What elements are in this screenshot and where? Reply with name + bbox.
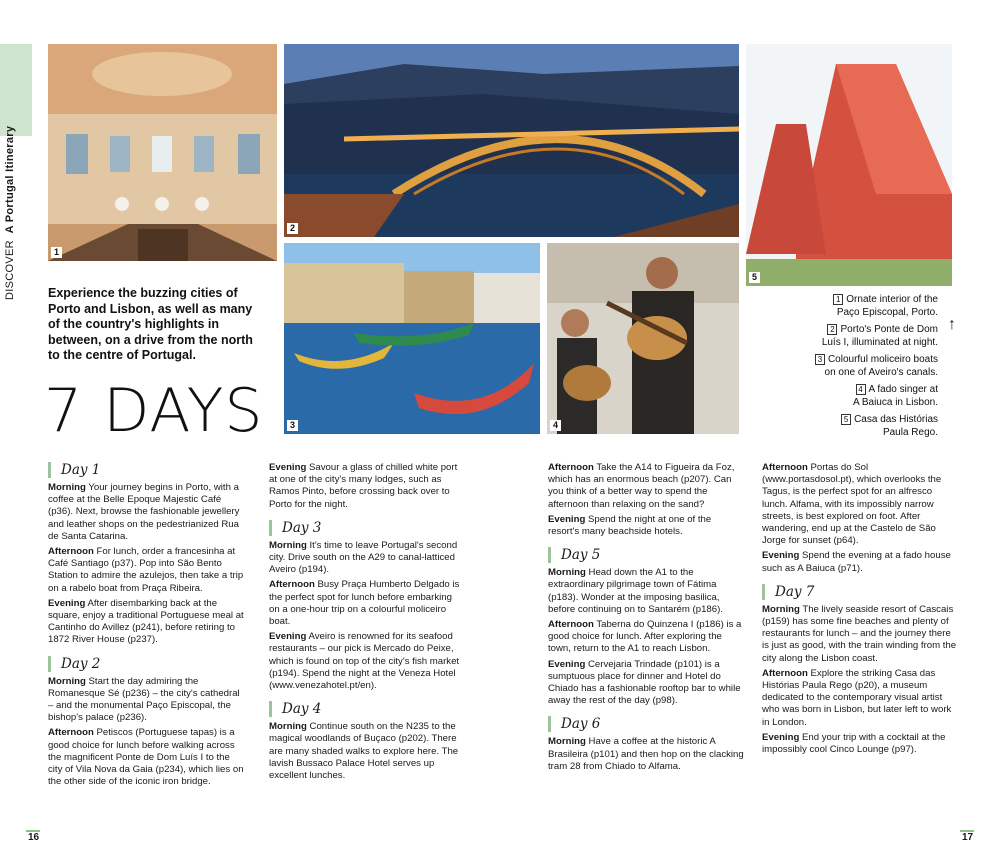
photo-number: 5	[749, 272, 760, 283]
itinerary-entry	[269, 540, 465, 577]
entry-text: Continue south on the N235 to the magical woodlands of Buçaco (p202). There are many shaded walks to explore here. The lavish Bussaco Palace Hotel serves up excellent lunches.	[269, 721, 459, 782]
caption-2	[718, 324, 938, 349]
itinerary-column-2	[269, 462, 465, 791]
entry-text: Spend the night at one of the resort's many beachside hotels.	[548, 513, 712, 538]
time-of-day-label: Evening	[548, 658, 586, 670]
itinerary-entry	[48, 727, 244, 788]
time-of-day-label: Evening	[269, 631, 307, 643]
day-group	[48, 462, 244, 647]
time-of-day-label: Evening	[548, 513, 586, 525]
time-of-day-label: Afternoon	[762, 667, 808, 679]
caption-text: Porto's Ponte de Dom	[840, 324, 938, 335]
caption-number: 1	[833, 294, 843, 305]
entry-text: Portas do Sol (www.portasdosol.pt), which overlooks the Tagus, is the perfect spot for an alfresco lunch. Alfama, with its impossibly narrow streets, is best explored on foot. After wandering, end up at the Castelo de São Jorge for sunset (p64).	[762, 462, 942, 547]
itinerary-entry	[48, 546, 244, 595]
page-number-right: 17	[962, 832, 974, 843]
time-of-day-label: Morning	[48, 675, 86, 687]
entry-text: Taberna do Quinzena I (p186) is a good choice for lunch. After exploring the town, return to the A1 to reach Lisbon.	[548, 619, 742, 655]
time-of-day-label: Evening	[269, 462, 307, 473]
entry-text: Busy Praça Humberto Delgado is the perfect spot for lunch before embarking on a one-hour trip on a colourful moliceiro boat.	[269, 579, 460, 628]
itinerary-column-3	[548, 462, 744, 782]
itinerary-entry	[548, 736, 744, 773]
day-group	[48, 656, 244, 789]
entry-text: It's time to leave Portugal's second city. Drive south on the A29 to canal-latticed Aveiro (p194).	[269, 539, 458, 576]
day-group	[762, 584, 958, 756]
itinerary-entry	[762, 732, 958, 756]
time-of-day-label: Afternoon	[48, 727, 94, 739]
time-of-day-label: Evening	[48, 597, 86, 609]
itinerary-entry	[269, 462, 465, 511]
time-of-day-label: Morning	[269, 721, 307, 733]
caption-4	[718, 384, 938, 409]
entry-text: Take the A14 to Figueira da Foz, which has an enormous beach (p207). Can you think of a better way to spend the afternoon than relaxing on the sand?	[548, 462, 735, 510]
page-title: 7 DAYS	[44, 376, 264, 446]
itinerary-column-1	[48, 462, 244, 797]
caption-text: A Baiuca in Lisbon.	[852, 396, 938, 408]
day-group	[269, 520, 465, 692]
entry-text: Explore the striking Casa das Histórias Paula Rego (p20), a museum dedicated to the contemporary visual artist who was born in Lisbon, but later left to work in London.	[762, 667, 952, 728]
section-name: DISCOVER	[4, 240, 16, 300]
day-heading: Day 5	[548, 547, 744, 563]
itinerary-entry	[48, 482, 244, 543]
day-heading: Day 6	[548, 716, 744, 732]
entry-text: Head down the A1 to the extraordinary pilgrimage town of Fátima (p183). Wonder at the imposing basilica, before continuing on to Santarém (p186).	[548, 567, 723, 615]
entry-text: Petiscos (Portuguese tapas) is a good choice for lunch before walking across the magnificent Ponte de Dom Luís I to the city of Vila Nova da Gaia (p234), which lies on the other side of the iconic iron bridge.	[48, 727, 244, 788]
photo-number: 2	[287, 223, 298, 234]
caption-text: Casa das Histórias	[854, 414, 938, 425]
day-heading: Day 4	[269, 701, 465, 717]
day-group	[548, 547, 744, 707]
day-group	[269, 462, 465, 511]
time-of-day-label: Afternoon	[48, 546, 94, 558]
photo-ponte-dom-luis	[284, 44, 739, 237]
itinerary-entry	[548, 619, 744, 656]
time-of-day-label: Afternoon	[548, 619, 594, 631]
itinerary-entry	[269, 579, 465, 628]
section-title: A Portugal Itinerary	[4, 125, 16, 234]
day-heading: Day 1	[48, 462, 244, 478]
time-of-day-label: Morning	[548, 567, 586, 579]
entry-text: Savour a glass of chilled white port at one of the city's many lodges, such as Ramos Pinto, before crossing back over to Porto for the night.	[269, 462, 458, 510]
caption-3	[718, 354, 938, 379]
time-of-day-label: Morning	[269, 539, 307, 551]
caption-text: Paço Episcopal, Porto.	[836, 306, 938, 318]
entry-text: Start the day admiring the Romanesque Sé (p236) – the city's cathedral – and the monumental Paço Episcopal, the bishop's palace (p236).	[48, 675, 240, 724]
entry-text: End your trip with a cocktail at the impossibly cool Cinco Lounge (p97).	[762, 731, 946, 756]
photo-casa-historias	[746, 44, 952, 286]
itinerary-entry	[762, 604, 958, 665]
caption-text: Colourful moliceiro boats	[827, 354, 938, 365]
itinerary-entry	[548, 659, 744, 708]
entry-text: After disembarking back at the square, enjoy a traditional Portuguese meal at Cantinho do Avillez (p241), before retiring to 1872 River House (p237).	[48, 597, 244, 646]
caption-text: Ornate interior of the	[846, 294, 938, 305]
caption-text: Luís I, illuminated at night.	[821, 336, 938, 348]
entry-text: Aveiro is renowned for its seafood restaurants – our pick is Mercado do Peixe, which is found on top of the city's fish market (p194). Spend the night at the Veneza Hotel (www.venezahotel.pt/en).	[269, 631, 460, 692]
time-of-day-label: Afternoon	[269, 579, 315, 591]
photo-number: 3	[287, 420, 298, 431]
photo-captions	[718, 294, 938, 444]
time-of-day-label: Evening	[762, 731, 800, 743]
sidebar-color-block	[0, 44, 32, 136]
photo-paco-episcopal	[48, 44, 277, 261]
caption-number: 4	[856, 384, 866, 395]
page-number-left: 16	[28, 832, 40, 843]
caption-number: 3	[815, 354, 825, 365]
caption-number: 5	[841, 414, 851, 425]
itinerary-entry	[48, 598, 244, 647]
caption-number: 2	[827, 324, 837, 335]
caption-text: on one of Aveiro's canals.	[824, 366, 938, 378]
entry-text: The lively seaside resort of Cascais (p159) has some fine beaches and plenty of restaurants for lunch – and the journey there is just as good, with the train winding from the city along the Lisbon coast.	[762, 603, 957, 664]
entry-text: Have a coffee at the historic A Brasileira (p101) and then hop on the clacking tram 28 from Chiado to Alfama.	[548, 736, 744, 772]
caption-text: A fado singer at	[868, 384, 938, 395]
day-heading: Day 3	[269, 520, 465, 536]
entry-text: Cervejaria Trindade (p101) is a sumptuous place for dinner and Hotel do Chiado has a fashionable rooftop bar to while away the rest of the day (p98).	[548, 658, 741, 707]
day-group	[269, 701, 465, 782]
itinerary-entry	[548, 514, 744, 538]
caption-text: Paula Rego.	[882, 426, 938, 438]
arrow-up-icon: ↑	[948, 316, 956, 333]
photo-number: 4	[550, 420, 561, 431]
time-of-day-label: Afternoon	[548, 462, 594, 473]
time-of-day-label: Afternoon	[762, 462, 808, 473]
photo-number: 1	[51, 247, 62, 258]
intro-text: Experience the buzzing cities of Porto and Lisbon, as well as many of the country's highlights in between, on a drive from the north to the centre of Portugal.	[48, 286, 253, 362]
photo-fado-singer	[547, 243, 739, 434]
itinerary-entry	[762, 668, 958, 729]
entry-text: Your journey begins in Porto, with a coffee at the Belle Epoque Majestic Café (p36). Next, browse the fashionable jewellery and leather shops on the pedestrianized Rua de Santa Catarina.	[48, 482, 240, 542]
entry-text: For lunch, order a francesinha at Café Santiago (p37). Pop into São Bento Station to admire the azulejos, then take a trip on a rabelo boat from Praça Ribeira.	[48, 546, 244, 594]
caption-5	[718, 414, 938, 439]
itinerary-entry	[762, 462, 958, 547]
itinerary-entry	[548, 462, 744, 511]
time-of-day-label: Morning	[762, 603, 800, 615]
itinerary-entry	[48, 676, 244, 725]
day-group	[762, 462, 958, 575]
itinerary-entry	[762, 550, 958, 574]
caption-1	[718, 294, 938, 319]
itinerary-column-4	[762, 462, 958, 765]
itinerary-entry	[269, 721, 465, 782]
entry-text: Spend the evening at a fado house such as A Baiuca (p71).	[762, 550, 951, 574]
day-heading: Day 2	[48, 656, 244, 672]
day-group	[548, 462, 744, 538]
day-group	[548, 716, 744, 773]
time-of-day-label: Evening	[762, 550, 800, 562]
itinerary-entry	[269, 631, 465, 692]
time-of-day-label: Morning	[548, 736, 586, 748]
photo-aveiro-boats	[284, 243, 540, 434]
day-heading: Day 7	[762, 584, 958, 600]
itinerary-entry	[548, 567, 744, 616]
time-of-day-label: Morning	[48, 482, 86, 493]
